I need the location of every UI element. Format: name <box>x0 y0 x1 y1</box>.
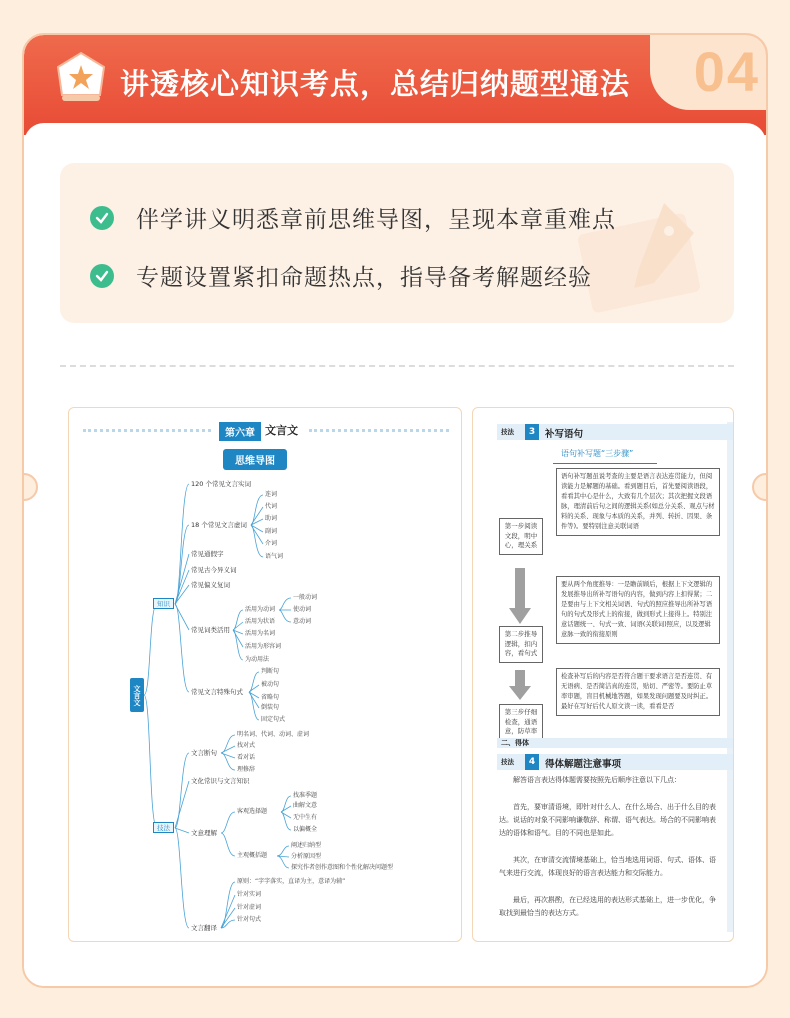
mindmap-node: 常见通假字 <box>191 550 224 558</box>
skill-label: 技法 <box>501 758 514 766</box>
mindmap-leaf: 为动用法 <box>245 656 270 663</box>
mindmap-leaf: 活用为动词 <box>245 606 276 613</box>
mindmap-leaf: 省略句 <box>261 694 280 701</box>
mindmap-leaf: 倒装句 <box>261 704 280 711</box>
chapter-tag: 第六章 <box>219 422 261 441</box>
mindmap-leaf: 代词 <box>265 503 278 510</box>
mindmap-leaf: 针对句式 <box>237 916 262 923</box>
section-heading: 二、得体 <box>497 738 734 748</box>
mindmap-root: 文言文 <box>130 678 144 712</box>
check-icon <box>90 264 114 288</box>
skill-title: 补写语句 <box>545 429 584 440</box>
left-notch <box>22 473 38 501</box>
mindmap-leaf: 无中生有 <box>293 814 318 821</box>
lesson-page <box>472 407 734 942</box>
step-description: 要从两个角度推导：一是瞻前顾后，根据上下文逻辑的发展推导出所补写语句的内容，做到内容上扣得紧；二是要由与上下文相关词语、句式的照应推导出所补写语句的句式及形式上的衔接，做到形式上接得上。特别注意话题统一、句式一致、词语(关联词)照应，以及逻辑意脉一致的衔接原则 <box>556 576 720 644</box>
mindmap-leaf: 探究作者创作意图和个性化解决问题型 <box>291 864 394 871</box>
feature-text: 伴学讲义明悉章前思维导图，呈现本章重难点 <box>136 207 616 233</box>
mindmap-leaf: 阐述归纳型 <box>291 842 322 849</box>
mindmap-leaf: 明名词、代词、动词、虚词 <box>237 731 310 738</box>
step-label: 第二步推导逻辑，扣内容，看句式 <box>499 626 543 663</box>
paragraph: 解答语言表达得体题需要按照先后顺序注意以下几点： <box>513 776 681 784</box>
skill-number: 4 <box>525 754 539 770</box>
branch-skill: 技法 <box>153 822 174 833</box>
sub-title: 语句补写题“三步骤” <box>561 449 634 458</box>
mindmap-leaf: 曲解文意 <box>293 802 318 809</box>
mindmap-leaf: 被动句 <box>261 681 280 688</box>
feature-item <box>90 259 592 292</box>
mindmap-leaf: 连词 <box>265 491 278 498</box>
feature-item <box>90 201 616 234</box>
mindmap-node: 常见词类活用 <box>191 626 230 634</box>
mindmap-leaf: 分析原因型 <box>291 853 322 860</box>
step-label: 第三步仔细检查，通语意，防草率 <box>499 704 543 741</box>
chapter-title: 文言文 <box>265 424 298 437</box>
sub-title-underline <box>553 459 657 464</box>
skill-label: 技法 <box>501 428 514 436</box>
card <box>22 33 768 988</box>
mindmap-leaf: 理修辞 <box>237 766 256 773</box>
mindmap-leaf: 找准季题 <box>293 792 318 799</box>
step-label: 第一步阅读文段，明中心，理关系 <box>499 518 543 555</box>
mindmap-title: 思维导图 <box>223 449 287 470</box>
skill-title: 得体解题注意事项 <box>545 759 622 770</box>
mindmap-node: 120 个常见文言实词 <box>191 480 251 488</box>
mindmap-node: 常见古今异义词 <box>191 566 237 574</box>
mindmap-leaf: 找对式 <box>237 742 256 749</box>
skill-number: 3 <box>525 424 539 440</box>
mindmap-leaf: 活用为状语 <box>245 618 276 625</box>
branch-knowledge: 知识 <box>153 598 174 609</box>
section-number: 04 <box>693 40 760 103</box>
mindmap-node: 常见偏义复词 <box>191 581 230 589</box>
down-arrow-icon <box>509 670 531 702</box>
mindmap-leaf: 主观概括题 <box>237 852 268 859</box>
step-description: 语句补写题虽说考查的主要是语言表达连贯能力，但阅读能力是解题的基础。看到题目后，首先要阅读语段，看看其中心是什么，大致有几个层次；其次把握文段语脉，理清前后句之间的逻辑关系(如总分关系、观点与材料的关系、现象与本质的关系，并列、转折、因果、条件等)。要特别注意关联词语 <box>556 468 720 536</box>
mindmap-leaf: 以偏概全 <box>293 826 318 833</box>
mindmap-leaf: 看对话 <box>237 754 256 761</box>
down-arrow-icon <box>509 568 531 626</box>
paragraph: 首先，要审清语境，即针对什么人、在什么场合、出于什么目的表达。说话的对象不同影响谦敬辞、称谓、语气表达。场合的不同影响表达的语体和语气。目的不同也是如此。 <box>499 803 716 837</box>
mindmap-node: 文意理解 <box>191 829 217 837</box>
page-edge-tab <box>727 422 733 932</box>
mindmap-node: 18 个常见文言虚词 <box>191 521 247 529</box>
star-badge-icon <box>52 49 110 107</box>
mindmap-node: 常见文言特殊句式 <box>191 688 243 696</box>
paragraph: 最后，再次斟酌，在已经选用的表达形式基础上，进一步优化，争取找到最恰当的表达方式。 <box>499 896 716 917</box>
mindmap-leaf: 一般动词 <box>293 594 318 601</box>
mindmap-leaf: 原则：“字字落实，直译为主，意译为辅” <box>237 878 346 885</box>
mindmap-leaf: 介词 <box>265 540 278 547</box>
mindmap-leaf: 语气词 <box>265 553 284 560</box>
mindmap-leaf: 副词 <box>265 528 278 535</box>
mindmap-page <box>68 407 462 942</box>
mindmap-leaf: 客观选择题 <box>237 808 268 815</box>
feature-box <box>60 163 734 323</box>
mindmap-leaf: 意动词 <box>293 618 312 625</box>
mindmap-node: 文言翻译 <box>191 924 217 932</box>
mindmap-leaf: 活用为形容词 <box>245 643 282 650</box>
mindmap-leaf: 使动词 <box>293 606 312 613</box>
mindmap-node: 文化常识与文言知识 <box>191 777 250 785</box>
mindmap-node: 文言断句 <box>191 749 217 757</box>
feature-text: 专题设置紧扣命题热点，指导备考解题经验 <box>136 265 592 291</box>
dashed-divider <box>60 365 734 367</box>
mindmap-leaf: 固定句式 <box>261 716 286 723</box>
header-banner <box>24 35 768 135</box>
mindmap-leaf: 助词 <box>265 515 278 522</box>
step-description: 检查补写后的内容是否符合题干要求语言是否连贯、有无语病、是否简洁真的连贯，贴切、严密等。要防止草率审题，盲目机械地答题，如果发现问题要及时纠正。最好在写好后代人原文读一读，看看是否 <box>556 668 720 716</box>
header-title: 讲透核心知识考点，总结归纳题型通法 <box>120 67 631 101</box>
mindmap-leaf: 针对实词 <box>237 891 262 898</box>
mindmap-leaf: 活用为名词 <box>245 630 276 637</box>
mindmap-leaf: 针对虚词 <box>237 904 262 911</box>
mindmap-leaf: 判断句 <box>261 668 280 675</box>
paragraph: 其次，在审清交流情境基础上，恰当地选用词语、句式、语体、语气来进行交流，体现良好的语言表达能力和交际能力。 <box>499 856 716 877</box>
check-icon <box>90 206 114 230</box>
right-notch <box>752 473 768 501</box>
